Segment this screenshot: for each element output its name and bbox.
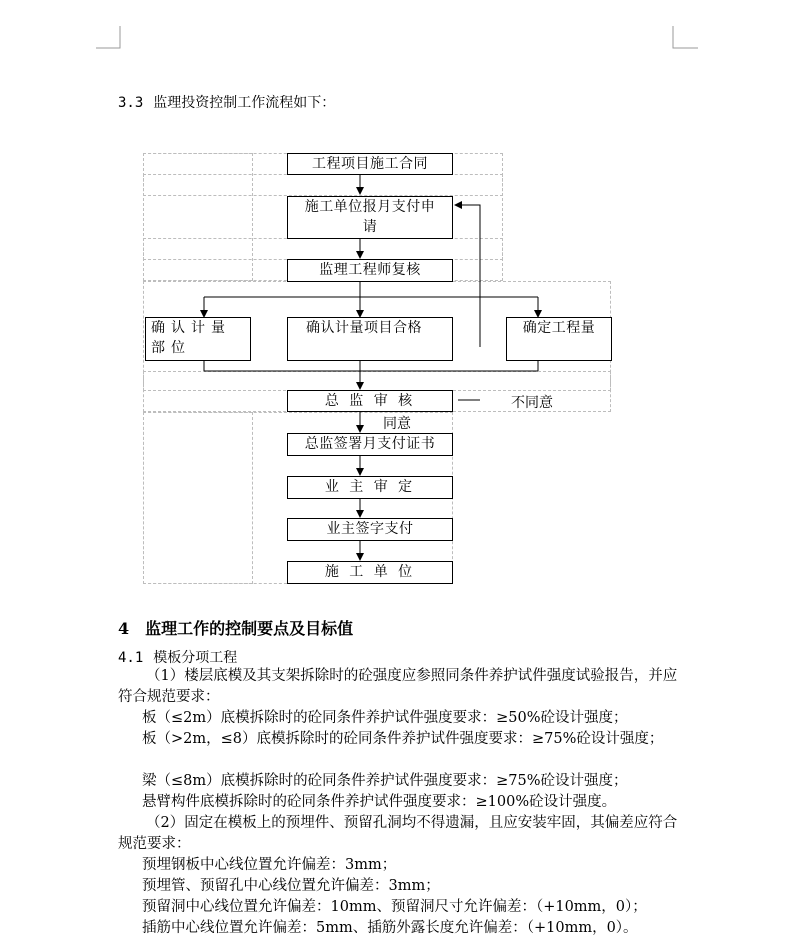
label-disagree: 不同意 (511, 395, 553, 411)
paragraph: 板（≤2m）底模拆除时的砼同条件养护试件强度要求：≥50%砼设计强度； (142, 710, 628, 726)
section-title: 监理投资控制工作流程如下： (153, 95, 336, 111)
paragraph: 预埋钢板中心线位置允许偏差：3mm； (142, 857, 397, 873)
box-owner-sign: 业主签字支付 (287, 518, 453, 541)
paragraph: 板（>2m，≤8）底模拆除时的砼同条件养护试件强度要求：≥75%砼设计强度； (142, 731, 664, 747)
section-number: 3.3 (118, 95, 144, 111)
subsection-heading (118, 647, 237, 667)
box-sign-cert: 总监签署月支付证书 (287, 433, 453, 456)
box-owner-approve: 业 主 审 定 (287, 476, 453, 499)
chapter-title: 监理工作的控制要点及目标值 (145, 619, 354, 638)
label-agree: 同意 (383, 416, 411, 432)
box-contract: 工程项目施工合同 (287, 153, 453, 175)
chapter-number: 4 (118, 619, 130, 638)
box-apply: 施工单位报月支付申请 (287, 196, 453, 239)
box-review: 监理工程师复核 (287, 259, 453, 282)
subsection-number: 4.1 (118, 650, 144, 666)
paragraph: 预埋管、预留孔中心线位置允许偏差：3mm； (142, 878, 440, 894)
subsection-title: 模板分项工程 (153, 650, 238, 666)
paragraph: （2）固定在模板上的预埋件、预留孔洞均不得遗漏，且应安装牢固，其偏差应符合规范要求： (118, 815, 678, 852)
box-determine-qty: 确定工程量 (506, 317, 612, 361)
paragraph: 悬臂构件底模拆除时的砼同条件养护试件强度要求：≥100%砼设计强度。 (142, 794, 617, 810)
box-confirm-item: 确认计量项目合格 (287, 317, 453, 361)
paragraph: 插筋中心线位置允许偏差：5mm、插筋外露长度允许偏差：（+10mm，0）。 (142, 920, 638, 936)
paragraph: 预留洞中心线位置允许偏差：10mm、预留洞尺寸允许偏差：（+10mm，0）； (142, 899, 647, 915)
paragraph: 梁（≤8m）底模拆除时的砼同条件养护试件强度要求：≥75%砼设计强度； (142, 773, 628, 789)
box-confirm-part: 确认计量部位 (145, 317, 251, 361)
paragraph: （1）楼层底模及其支架拆除时的砼强度应参照同条件养护试件强度试验报告，并应符合规范要求： (118, 668, 678, 705)
arrow-feedback-to-apply (455, 205, 480, 347)
box-chief-review: 总 监 审 核 (287, 390, 453, 412)
chapter-heading (118, 616, 353, 639)
box-contractor: 施 工 单 位 (287, 561, 453, 584)
